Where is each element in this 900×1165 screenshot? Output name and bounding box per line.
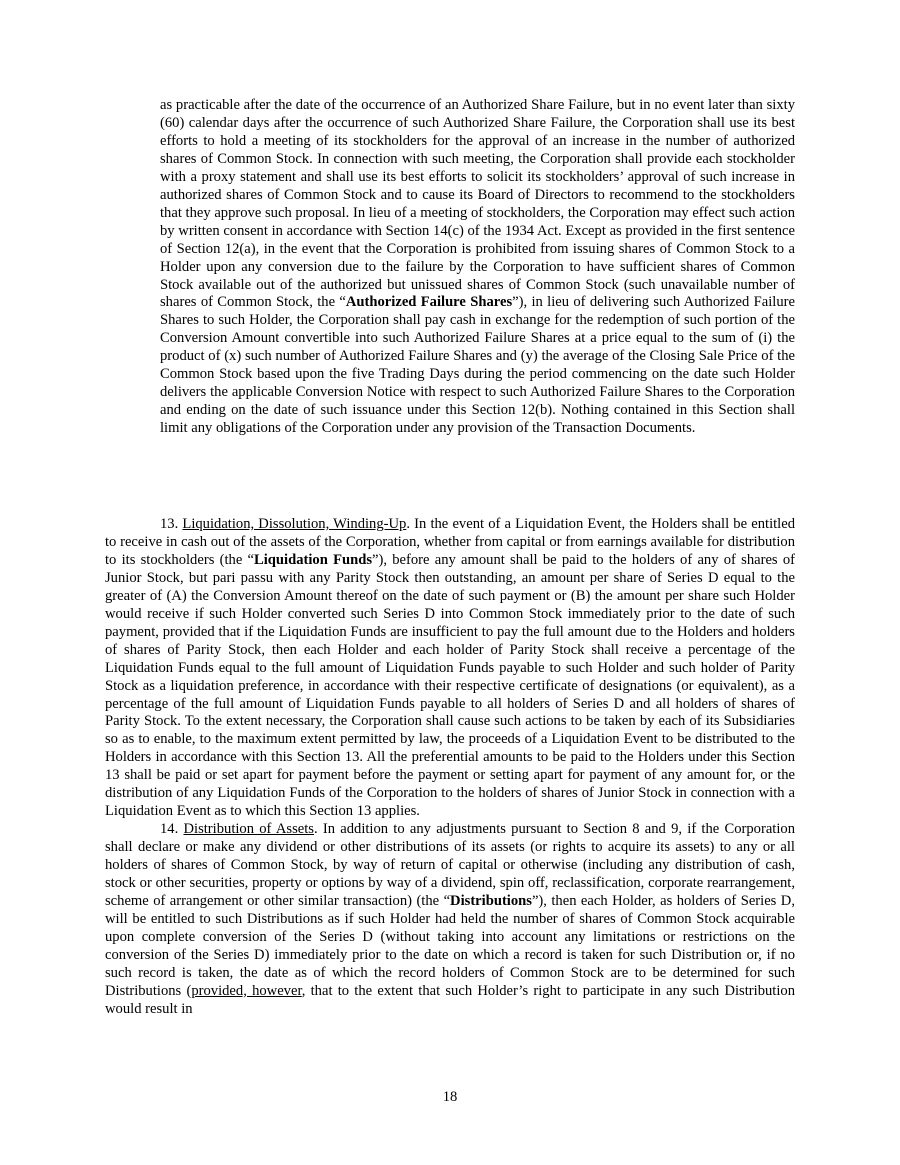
section-14-number: 14. — [160, 821, 184, 838]
section-14-paragraph — [105, 821, 795, 1018]
continuation-text: as practicable after the date of the occurrence of an Authorized Share Failure, but in no event later than sixty (60) calendar days after the occurrence of such Authorized Share Failure, the Corporation shall use its best efforts to hold a meeting of its stockholders for the approval of an increase in the number of authorized shares of Common Stock. In connection with such meeting, the Corporation shall provide each stockholder with a proxy statement and shall use its best efforts to solicit its stockholders’ approval of such increase in authorized shares of Common Stock and to cause its Board of Directors to recommend to the stockholders that they approve such proposal. In lieu of a meeting of stockholders, the Corporation may effect such action by written consent in accordance with Section 14(c) of the 1934 Act. Except as provided in the first sentence of Section 12(a), in the event that the Corporation is prohibited from issuing shares of Common Stock to a Holder upon any conversion due to the failure by the Corporation to have sufficient shares of Common Stock available out of the authorized but unissued shares of Common Stock (such unavailable number of shares of Common Stock, the “ — [160, 97, 795, 311]
section-13-paragraph — [105, 516, 795, 821]
section-13-heading: Liquidation, Dissolution, Winding-Up — [182, 516, 407, 532]
section-14-text-before: . In addition to any adjustments pursuant to Section 8 and 9, if the Corporation shall declare or make any dividend or other distributions of its assets (or rights to acquire its assets) to any or all holders of shares of Common Stock, by way of return of capital or otherwise (including any distribution of cash, stock or other securities, property or options by way of a dividend, spin off, reclassification, corporate rearrangement, scheme of arrangement or other similar transaction) (the “ — [105, 821, 796, 910]
distributions-term: Distributions — [450, 893, 532, 910]
continuation-text-after: ”), in lieu of delivering such Authorized Failure Shares to such Holder, the Corporation shall pay cash in exchange for the redemption of such portion of the Conversion Amount convertible into such Authorized Failure Shares at a price equal to the sum of (i) the product of (x) such number of Authorized Failure Shares and (y) the average of the Closing Sale Price of the Common Stock based upon the five Trading Days during the period commencing on the date such Holder delivers the applicable Conversion Notice with respect to such Authorized Failure Shares to the Corporation and ending on the date of such issuance under this Section 12(b). Nothing contained in this Section shall limit any obligations of the Corporation under any provision of the Transaction Documents. — [160, 294, 795, 437]
continuation-paragraph — [160, 97, 795, 438]
section-14-text-after: , that to the extent that such Holder’s right to participate in any such Distribution would result in — [105, 982, 795, 1017]
authorized-failure-shares-term: Authorized Failure Shares — [345, 294, 513, 311]
section-14-text-middle: ”), then each Holder, as holders of Series D, will be entitled to such Distributions as if such Holder had held the number of shares of Common Stock acquirable upon complete conversion of the Series D (without taking into account any limitations or restrictions on the conversion of the Series D) immediately prior to the date on which a record is taken for such Distribution or, if no such record is taken, the date as of which the record holders of Common Stock are to be determined for such Distributions ( — [105, 893, 795, 999]
main-sections-block — [105, 516, 795, 1019]
section-13-text-before: . In the event of a Liquidation Event, the Holders shall be entitled to receive in cash out of the assets of the Corporation, whether from capital or from earnings available for distribution to its stockholders (the “ — [105, 516, 796, 568]
section-14-heading: Distribution of Assets — [183, 821, 314, 838]
page-number: 18 — [442, 1089, 458, 1105]
section-13-text-after: ”), before any amount shall be paid to the holders of any of shares of Junior Stock, but pari passu with any Parity Stock then outstanding, an amount per share of Series D equal to the greater of (A) the Conversion Amount thereof on the date of such payment or (B) the amount per share such Holder would receive if such Holder converted such Series D into Common Stock immediately prior to the date of such payment, provided that if the Liquidation Funds are insufficient to pay the full amount due to the Holders and holders of shares of Parity Stock, then each Holder and each holder of Parity Stock shall receive a percentage of the Liquidation Funds equal to the full amount of Liquidation Funds payable to such Holder and such holder of Parity Stock as a liquidation preference, in accordance with their respective certificate of designations (or equivalent), as a percentage of the full amount of Liquidation Funds payable to all holders of Series D and all holders of shares of Parity Stock. To the extent necessary, the Corporation shall cause such actions to be taken by each of its Subsidiaries so as to enable, to the maximum extent permitted by law, the proceeds of a Liquidation Event to be distributed to the Holders in accordance with this Section 13. All the preferential amounts to be paid to the Holders under this Section 13 shall be paid or set apart for payment before the payment or setting apart for payment of any amount for, or the distribution of any Liquidation Funds of the Corporation to the holders of shares of Junior Stock in connection with a Liquidation Event as to which this Section 13 applies. — [105, 551, 795, 820]
liquidation-funds-term: Liquidation Funds — [254, 551, 373, 568]
provided-however-term: provided, however — [191, 982, 302, 999]
section-13-number: 13. — [160, 516, 183, 532]
continuation-paragraph-block — [160, 97, 795, 438]
